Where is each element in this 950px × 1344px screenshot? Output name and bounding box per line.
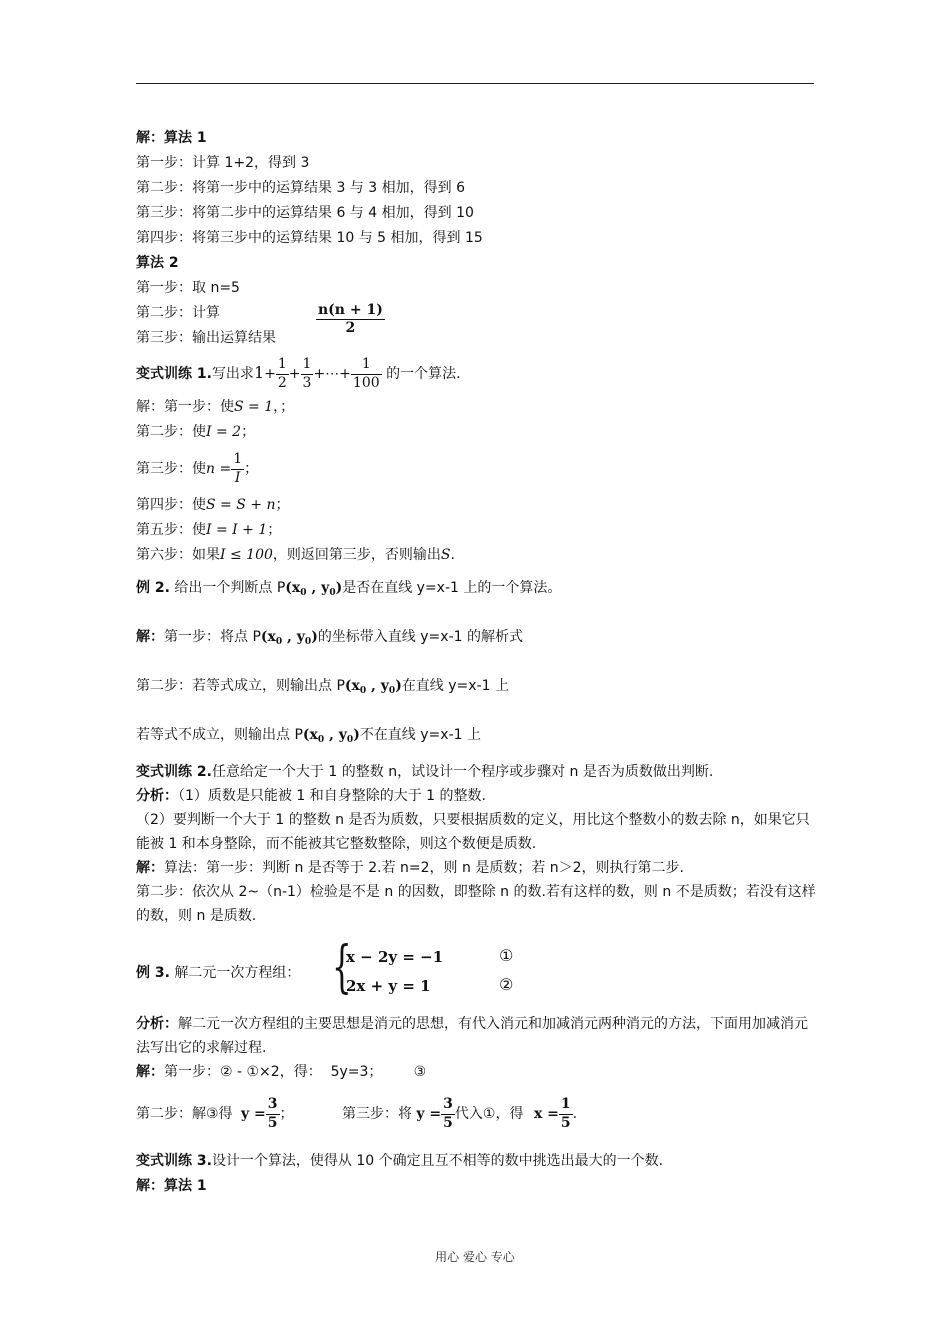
- bs1-step4: [136, 493, 816, 518]
- header-rule: [136, 83, 814, 84]
- alg1-step3: 第三步：将第二步中的运算结果 6 与 4 相加，得到 10: [136, 205, 474, 221]
- ex3-step2-end: ；: [279, 1106, 294, 1122]
- bs1-step6: [136, 543, 816, 568]
- document-body: [136, 126, 816, 1199]
- ex2-answer-step1: [136, 625, 816, 650]
- ex3-step1: [136, 1060, 816, 1085]
- ex3-circle-1: ①: [499, 946, 514, 965]
- bs2-solution-1: [136, 856, 816, 880]
- bs1-step6-text: 第六步：如果: [136, 547, 220, 563]
- bs1-step6-mid: ，则返回第三步，否则输出: [272, 547, 441, 563]
- alg1-step1: 第一步：计算 1+2，得到 3: [136, 155, 310, 171]
- ex3-step3-fraction2-num: 1: [559, 1097, 573, 1114]
- ex2-answer-step1-b: 的坐标带入直线 y=x-1 的解析式: [317, 629, 523, 645]
- bs1-frac-hundredth-den: 100: [352, 374, 380, 391]
- ex3-step2-fraction: [266, 1097, 280, 1131]
- bs2-label: 变式训练 2.: [136, 764, 212, 780]
- bs3-question-text: 设计一个算法，使得从 10 个确定且互不相等的数中挑选出最大的一个数.: [211, 1153, 664, 1169]
- bs1-step2-math: I = 2: [206, 424, 242, 440]
- ex2-answer-step1-a: 第一步：将点 P: [164, 629, 261, 645]
- bs1-step3-fraction: [231, 452, 244, 486]
- alg2-step1: 第一步：取 n=5: [136, 280, 240, 296]
- ex3-solution-label: 解：: [136, 1064, 164, 1080]
- bs1-step4-end: ；: [275, 497, 290, 513]
- bs1-frac-hundredth: [351, 357, 382, 391]
- bs1-step5-end: ；: [267, 522, 282, 538]
- bs3-solution: 解：算法 1: [136, 1178, 207, 1194]
- bs2-question: [136, 760, 816, 784]
- alg1-step4: 第四步：将第三步中的运算结果 10 与 5 相加，得到 15: [136, 230, 483, 246]
- alg1-step2: 第二步：将第一步中的运算结果 3 与 3 相加，得到 6: [136, 180, 465, 196]
- ex3-step2-fraction-den: 5: [267, 1114, 278, 1131]
- bs1-frac-half-den: 2: [277, 374, 287, 391]
- bs1-one: 1: [253, 363, 265, 382]
- bs1-frac-third-num: 1: [301, 357, 314, 374]
- alg2-step2: 第二步：计算: [136, 305, 220, 321]
- bs1-step4-text: 第四步：使: [136, 497, 206, 513]
- bs1-step3-math: n =: [206, 461, 232, 477]
- bs1-step3-text: 第三步：使: [136, 461, 206, 477]
- bs1-step2-text: 第二步：使: [136, 424, 206, 440]
- bs2-question-text: 任意给定一个大于 1 的整数 n，试设计一个程序或步骤对 n 是否为质数做出判断.: [211, 764, 714, 780]
- ex2-answer-step2-point: ($x_0$ , $y_0$): [344, 678, 402, 696]
- bs2-analysis-2: （2）要判断一个大于 1 的整数 n 是否为质数，只要根据质数的定义，用比这个整数小的数去除 n，如果它只能被 1 和本身整除，而不能被其它整数整除，则这个数便是质数.: [136, 812, 810, 852]
- ex2-point: ($x_0$ , $y_0$): [285, 580, 343, 598]
- ex3-step3-fraction-den: 5: [443, 1114, 453, 1131]
- ex3-step3-fraction2-den: 5: [560, 1114, 571, 1131]
- ex3-step2-math: y =: [241, 1106, 266, 1122]
- bs1-frac-third-den: 3: [302, 374, 312, 391]
- ex3-equation-1: x − 2y = −1: [346, 948, 444, 966]
- ex3-step3-fraction-num: 3: [441, 1097, 455, 1114]
- bs1-step6-end: .: [450, 547, 455, 563]
- ex3-steps-2-3: [136, 1085, 816, 1143]
- ex3-step3-text: 第三步：将: [341, 1106, 412, 1122]
- ex2-answer-step3: [136, 723, 816, 748]
- ex3-step3-math2: x =: [533, 1106, 559, 1122]
- ex3-step1-text: 第一步：② - ①×2，得： 5y=3； ③: [164, 1064, 427, 1080]
- bs3-label: 变式训练 3.: [136, 1153, 212, 1169]
- ex2-answer-step3-point: ($x_0$ , $y_0$): [302, 727, 360, 745]
- ex2-answer-step2: [136, 674, 816, 699]
- bs2-analysis-1-text: （1）质数是只能被 1 和自身整除的大于 1 的整数.: [178, 788, 486, 804]
- ex3-analysis-label: 分析：: [136, 1016, 178, 1032]
- bs1-step4-math: S = S + n: [206, 497, 276, 513]
- ex3-step3-mid: 代入①，得: [454, 1106, 524, 1122]
- bs1-step1-math: S = 1: [234, 399, 274, 415]
- bs2-analysis-1: [136, 784, 816, 808]
- bs1-lead: 写出求: [211, 366, 254, 382]
- bs1-plus-1: +: [264, 366, 276, 382]
- bs1-frac-hundredth-num: 1: [351, 357, 382, 374]
- ex3-step3-fraction: [441, 1097, 455, 1131]
- bs1-step2-end: ；: [241, 424, 256, 440]
- ex3-step3-math: y =: [416, 1106, 442, 1122]
- ex3-analysis-text: 解二元一次方程组的主要思想是消元的思想，有代入消元和加减消元两种消元的方法，下面用加减消元法写出它的求解过程.: [136, 1016, 808, 1056]
- page-footer: 用心 爱心 专心: [435, 1250, 515, 1264]
- alg2-step3: 第三步：输出运算结果: [136, 330, 276, 346]
- bs1-question: [136, 351, 816, 395]
- ex3-step3-fraction2: [559, 1097, 573, 1131]
- ex3-step2-fraction-num: 3: [266, 1097, 280, 1114]
- bs2-analysis-label: 分析：: [136, 788, 178, 804]
- alg2-fraction-numerator: n(n + 1): [316, 303, 385, 320]
- ex2-label: 例 2.: [136, 580, 170, 596]
- bs1-step1-end: ，；: [273, 399, 295, 415]
- alg2-title: 算法 2: [136, 255, 179, 271]
- ex2-question: [136, 576, 816, 601]
- bs2-solution-label: 解：: [136, 860, 164, 876]
- bs2-solution-1-text: 算法：第一步：判断 n 是否等于 2.若 n=2，则 n 是质数；若 n＞2，则执行第二步.: [164, 860, 684, 876]
- bs1-step1-text: 解：第一步：使: [136, 399, 234, 415]
- bs1-step3-fraction-den: I: [234, 469, 241, 486]
- bs1-step6-math: I ≤ 100: [220, 547, 273, 563]
- ex3-step3-end: .: [572, 1106, 578, 1122]
- bs1-label: 变式训练 1.: [136, 366, 212, 382]
- ex3-system-brace: {: [332, 935, 352, 1000]
- bs1-dots: +⋯+: [313, 366, 351, 382]
- ex2-answer-step3-a: 若等式不成立，则输出点 P: [136, 727, 303, 743]
- bs1-frac-half-num: 1: [276, 357, 289, 374]
- alg2-fraction: [316, 303, 385, 337]
- ex2-answer-step2-b: 在直线 y=x-1 上: [401, 678, 509, 694]
- ex3-circle-2: ②: [499, 975, 514, 994]
- bs1-step3-end: ；: [244, 461, 259, 477]
- bs1-frac-half: [276, 357, 289, 391]
- bs1-frac-third: [301, 357, 314, 391]
- ex2-answer-label: 解：: [136, 629, 164, 645]
- bs1-step5-text: 第五步：使: [136, 522, 206, 538]
- bs1-step5-math: I = I + 1: [206, 522, 268, 538]
- bs3-question: [136, 1149, 816, 1174]
- bs1-step1: [136, 395, 816, 420]
- bs1-step3-fraction-num: 1: [231, 452, 244, 469]
- bs1-step2: [136, 420, 816, 445]
- ex3-question-text: 解二元一次方程组：: [174, 965, 301, 981]
- ex2-answer-step1-point: ($x_0$ , $y_0$): [260, 629, 318, 647]
- ex2-question-a: 给出一个判断点 P: [174, 580, 286, 596]
- bs2-solution-2: 第二步：依次从 2~（n-1）检验是不是 n 的因数，即整除 n 的数.若有这样的数，则 n 不是质数；若没有这样的数，则 n 是质数.: [136, 884, 816, 924]
- ex3-step2-text: 第二步：解③得: [136, 1106, 233, 1122]
- bs1-tail: 的一个算法.: [386, 366, 461, 382]
- ex2-answer-step2-a: 第二步：若等式成立，则输出点 P: [136, 678, 345, 694]
- bs1-plus-2: +: [288, 366, 301, 382]
- ex2-answer-step3-b: 不在直线 y=x-1 上: [359, 727, 481, 743]
- bs1-step5: [136, 518, 816, 543]
- bs1-step3: [136, 445, 816, 493]
- alg2-steps-2-3: [136, 301, 816, 351]
- alg2-fraction-denominator: 2: [345, 320, 356, 337]
- ex3-question: [136, 935, 816, 1004]
- ex3-equation-2: 2x + y = 1: [346, 977, 431, 995]
- bs1-step6-math2: S: [440, 547, 451, 563]
- ex3-label: 例 3.: [136, 965, 170, 981]
- ex3-analysis: [136, 1012, 816, 1060]
- alg1-title: 解：算法 1: [136, 130, 207, 146]
- ex2-question-b: 是否在直线 y=x-1 上的一个算法。: [342, 580, 562, 596]
